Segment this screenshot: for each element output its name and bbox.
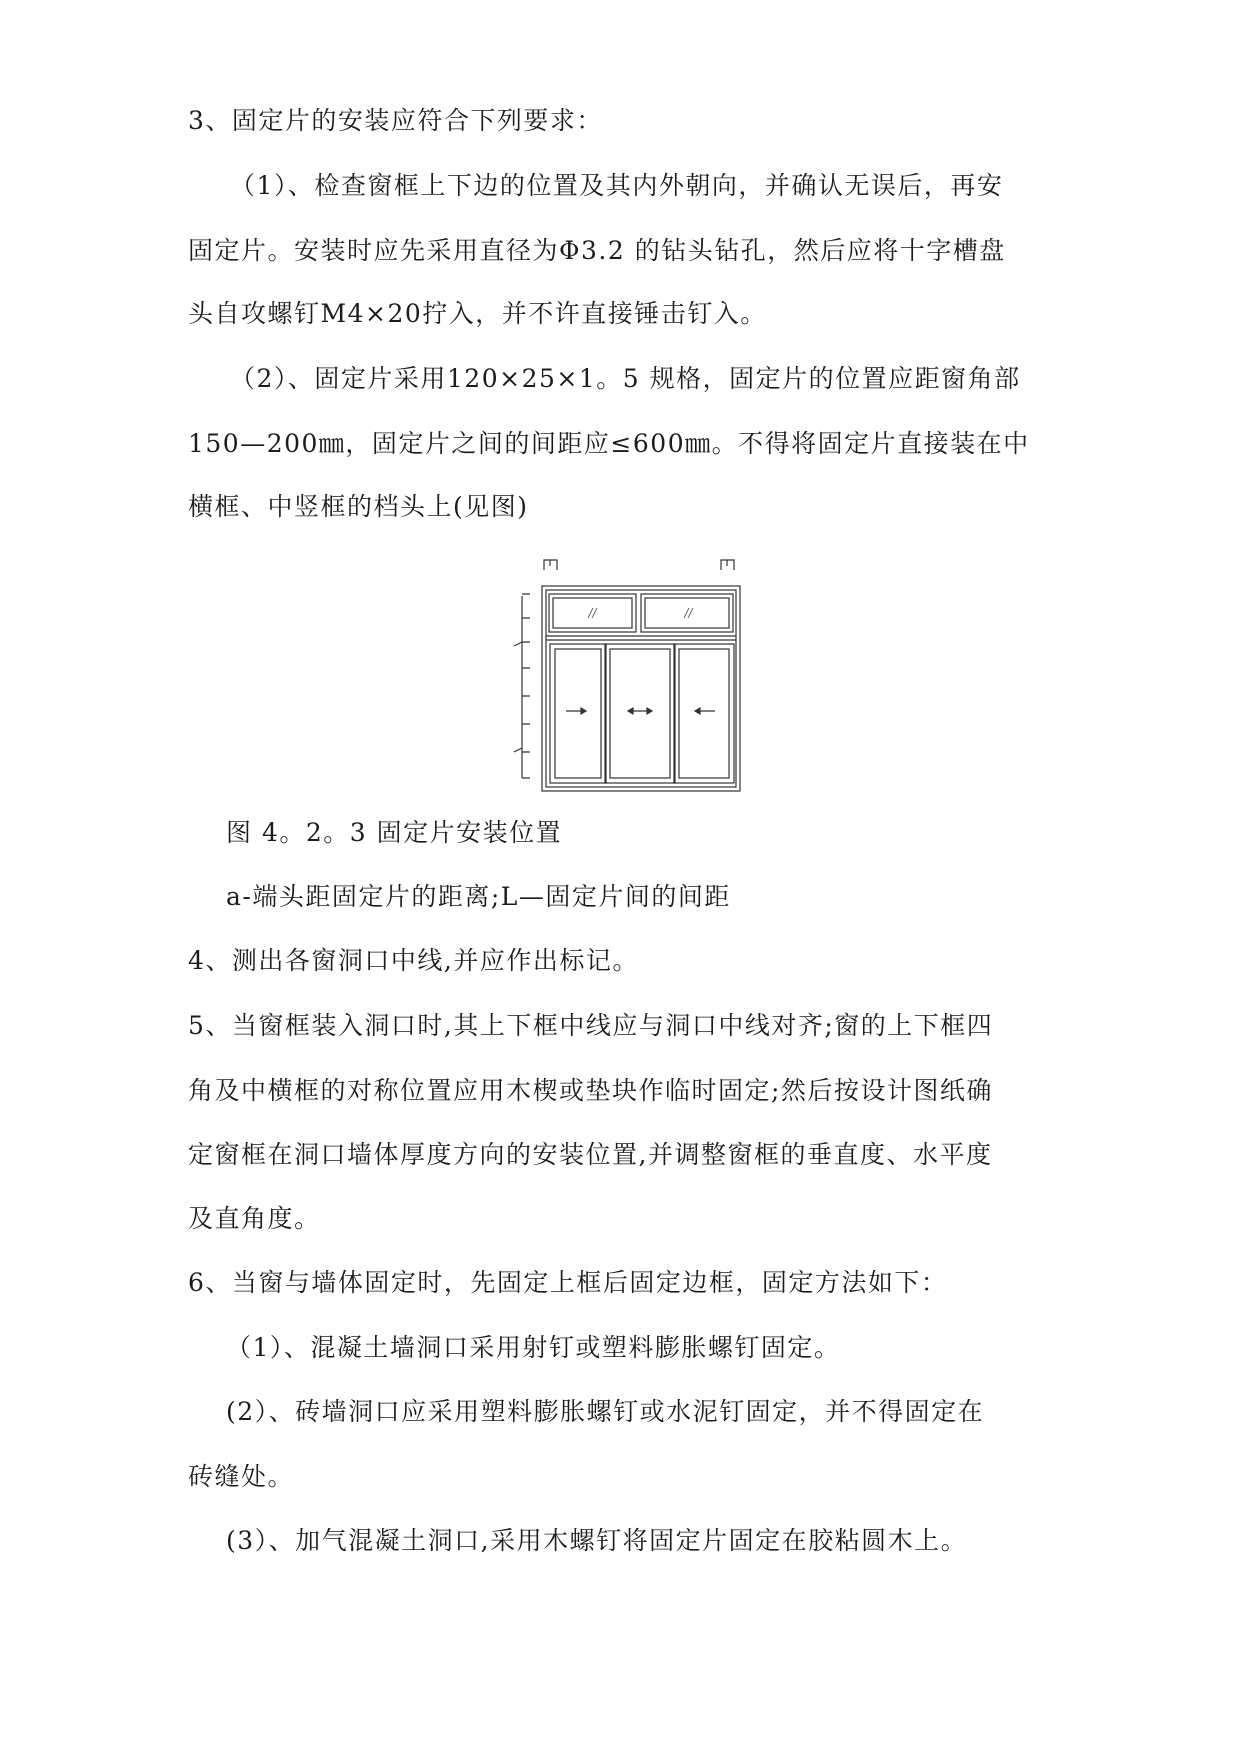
section3-item1-line1: （1）、检查窗框上下边的位置及其内外朝向，并确认无误后，再安 bbox=[230, 171, 1004, 200]
section6-heading: 6、当窗与墙体固定时，先固定上框后固定边框，固定方法如下： bbox=[188, 1268, 948, 1297]
section3-item2-line3: 横框、中竖框的档头上(见图) bbox=[188, 492, 529, 521]
section6-item1: （1）、混凝土墙洞口采用射钉或塑料膨胀螺钉固定。 bbox=[226, 1333, 841, 1362]
figure-caption: 图 4。2。3 固定片安装位置 bbox=[226, 818, 563, 847]
section6-item2-line1: (2）、砖墙洞口应采用塑料膨胀螺钉或水泥钉固定，并不得固定在 bbox=[226, 1397, 985, 1426]
sash-right bbox=[674, 644, 734, 783]
section3-item1-line3: 头自攻螺钉M4×20拧入，并不许直接锤击钉入。 bbox=[188, 299, 767, 328]
window-fixing-figure bbox=[490, 556, 750, 796]
transom-pane-left bbox=[549, 594, 636, 632]
figure-legend: a-端头距固定片的距离;L—固定片间的间距 bbox=[226, 882, 731, 911]
section3-item2-line2: 150—200㎜，固定片之间的间距应≤600㎜。不得将固定片直接装在中 bbox=[188, 429, 1030, 458]
section5-line3: 定窗框在洞口墙体厚度方向的安装位置,并调整窗框的垂直度、水平度 bbox=[188, 1140, 993, 1169]
section5-line4: 及直角度。 bbox=[188, 1204, 321, 1233]
section4: 4、测出各窗洞口中线,并应作出标记。 bbox=[188, 946, 639, 975]
section6-item3: (3）、加气混凝土洞口,采用木螺钉将固定片固定在胶粘圆木上。 bbox=[226, 1526, 968, 1555]
section3-item1-line2: 固定片。安装时应先采用直径为Φ3.2 的钻头钻孔，然后应将十字槽盘 bbox=[188, 236, 1006, 265]
section5-line2: 角及中横框的对称位置应用木楔或垫块作临时固定;然后按设计图纸确 bbox=[188, 1076, 993, 1105]
sash-middle bbox=[605, 644, 675, 783]
window-fixing-diagram bbox=[490, 556, 750, 796]
section6-item2-line2: 砖缝处。 bbox=[188, 1462, 295, 1491]
section3-heading: 3、固定片的安装应符合下列要求： bbox=[188, 106, 603, 135]
section5-line1: 5、当窗框装入洞口时,其上下框中线应与洞口中线对齐;窗的上下框四 bbox=[188, 1011, 994, 1040]
section3-item2-line1: （2）、固定片采用120×25×1。5 规格，固定片的位置应距窗角部 bbox=[230, 364, 1021, 393]
sash-left bbox=[550, 644, 606, 783]
